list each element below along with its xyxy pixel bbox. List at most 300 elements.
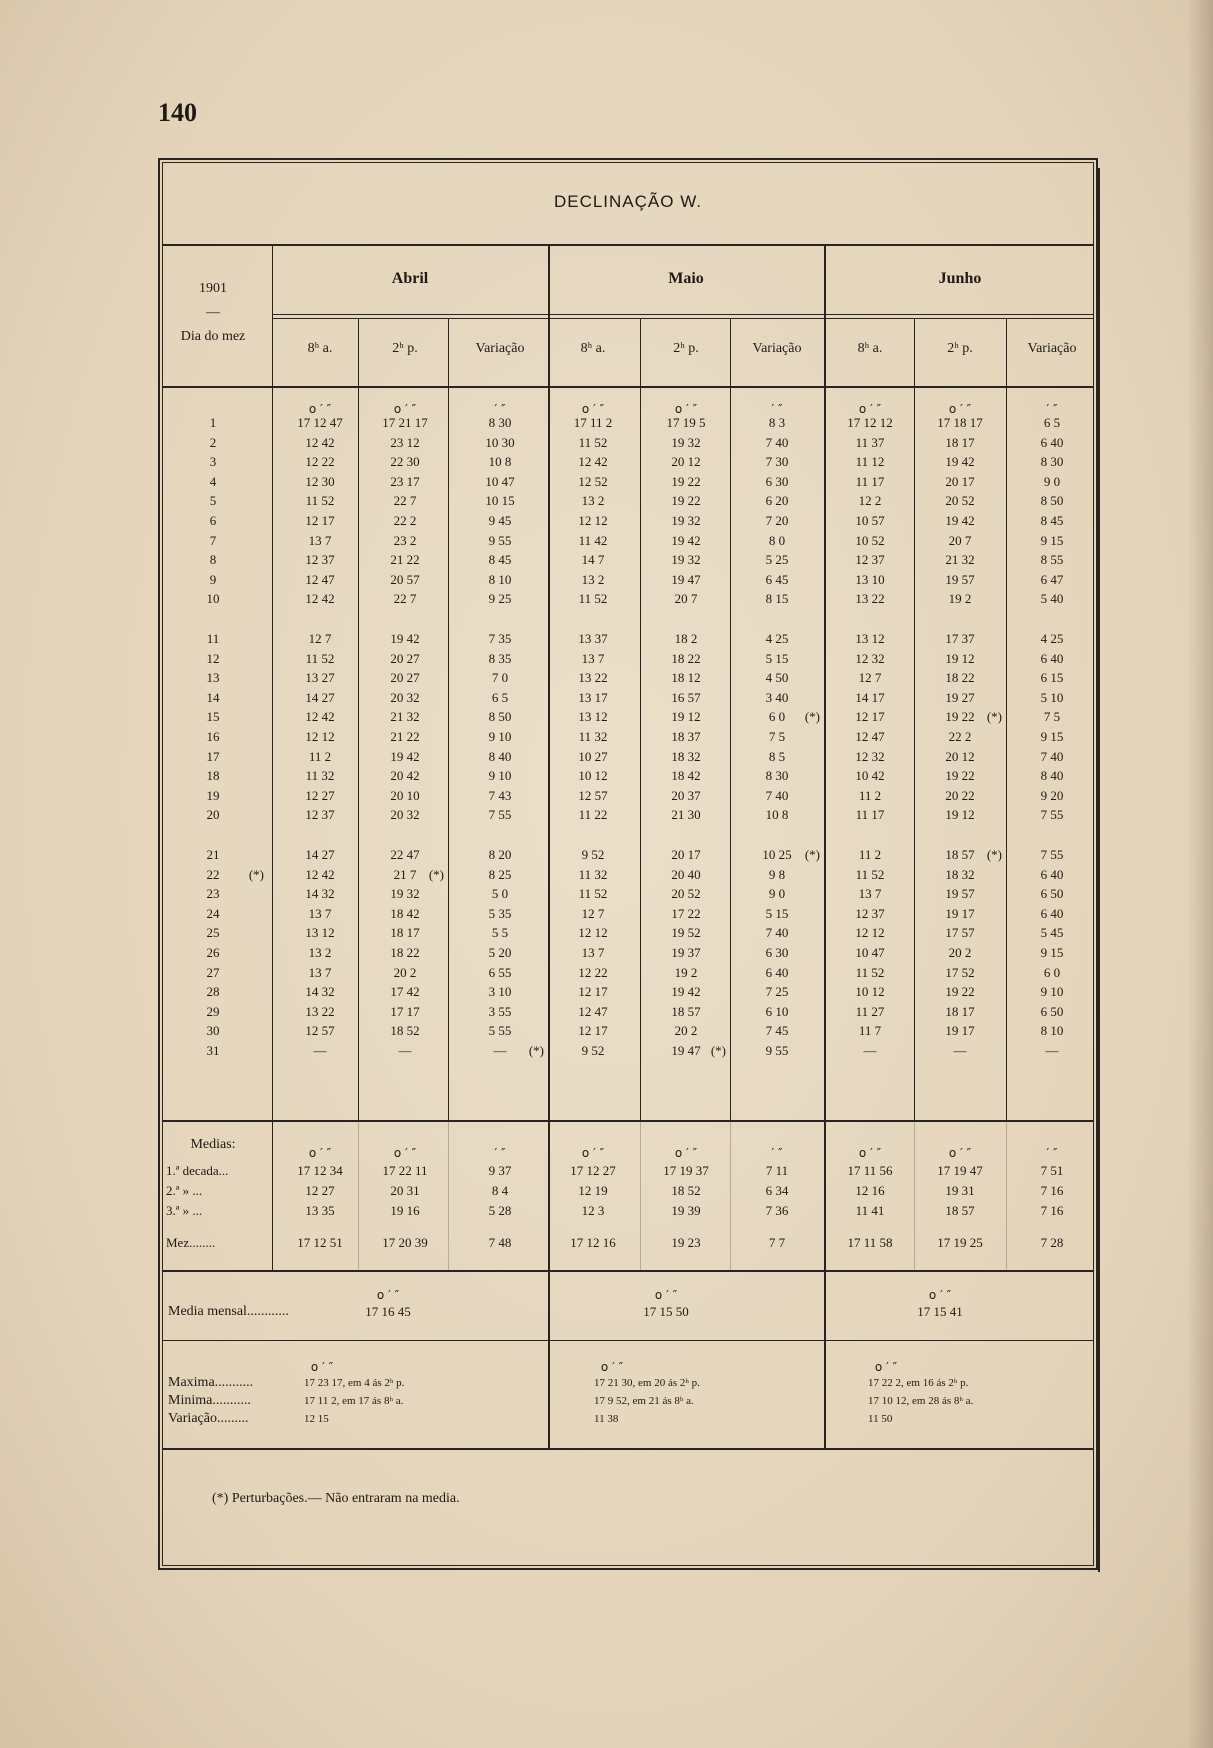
cell-value: 8 20: [488, 847, 512, 862]
cell-value: 21 22: [390, 729, 420, 744]
day-number: 8: [209, 552, 217, 567]
cell-value: 3 40: [765, 690, 789, 705]
cell-value: 7 5: [768, 729, 786, 744]
unit-header-2: ′ ″: [494, 402, 506, 416]
medias-value: 9 37: [488, 1163, 512, 1178]
day-number: 25: [206, 925, 220, 940]
cell-value: 17 12 12: [847, 415, 893, 430]
cell-value: 7 20: [765, 513, 789, 528]
cell-value: 18 2: [674, 631, 698, 646]
cell-value: 7 40: [1040, 749, 1064, 764]
cell-value: 7 25: [765, 984, 789, 999]
cell-value: 10 12: [578, 768, 608, 783]
medias-row-label: 2.ª » ...: [166, 1183, 203, 1198]
cell-value: 19 32: [671, 435, 701, 450]
cell-value: 9 55: [488, 533, 512, 548]
cell-value: 13 17: [578, 690, 608, 705]
medias-value: 19 16: [390, 1203, 420, 1218]
cell-value: 9 15: [1040, 945, 1064, 960]
cell-value: 12 12: [578, 925, 608, 940]
cell-value: 19 57: [945, 572, 975, 587]
medias-unit-3: o ′ ″: [581, 1146, 605, 1160]
cell-value: 12 57: [305, 1023, 335, 1038]
extreme-value: 17 23 17, em 4 ás 2ʰ p.: [304, 1377, 405, 1389]
cell-value: 20 7: [674, 591, 698, 606]
medias-value: 8 4: [491, 1183, 509, 1198]
medias-value: 12 19: [578, 1183, 608, 1198]
day-number: 29: [206, 1004, 220, 1019]
cell-value: 5 20: [488, 945, 512, 960]
cell-value: 14 27: [305, 847, 335, 862]
table-inner-border: [162, 162, 1094, 1566]
cell-value: 22 7: [393, 591, 417, 606]
cell-value: 9 25: [488, 591, 512, 606]
cell-value: 8 45: [488, 552, 512, 567]
cell-value: 19 32: [390, 886, 420, 901]
cell-value: 20 2: [393, 965, 417, 980]
day-number: 3: [209, 454, 217, 469]
page-number: 140: [158, 98, 197, 127]
cell-value: 6 45: [765, 572, 789, 587]
medias-value: 17 12 27: [570, 1163, 616, 1178]
cell-value: 13 7: [858, 886, 882, 901]
cell-value: 8 10: [488, 572, 512, 587]
sub-header-3: 8ʰ a.: [580, 341, 606, 356]
medias-unit-2: ′ ″: [494, 1146, 506, 1160]
medias-value: 7 36: [765, 1203, 789, 1218]
cell-value: 7 55: [1040, 807, 1064, 822]
year-label: 1901: [199, 281, 227, 296]
cell-value: 18 22: [945, 670, 975, 685]
cell-value: 11 52: [305, 651, 335, 666]
cell-value: 11 52: [855, 867, 885, 882]
cell-value: 21 30: [671, 807, 701, 822]
medias-unit-8: ′ ″: [1046, 1146, 1058, 1160]
cell-value: 8 30: [765, 768, 789, 783]
cell-value: 20 27: [390, 651, 420, 666]
cell-value: 8 35: [488, 651, 512, 666]
cell-value: 20 7: [948, 533, 972, 548]
cell-value: 3 10: [488, 984, 512, 999]
medias-row-label: 1.ª decada...: [166, 1163, 229, 1178]
cell-value: 20 10: [390, 788, 420, 803]
table-title: DECLINAÇÃO W.: [553, 192, 703, 211]
cell-value: 12 12: [578, 513, 608, 528]
medias-value: 18 52: [671, 1183, 701, 1198]
medias-value: 17 12 51: [297, 1235, 343, 1250]
sub-header-5: Variação: [752, 341, 802, 356]
cell-value: 10 25: [762, 847, 792, 862]
cell-value: 7 35: [488, 631, 512, 646]
cell-value: 13 2: [308, 945, 332, 960]
medias-value: 12 27: [305, 1183, 335, 1198]
extreme-value: 17 11 2, em 17 ás 8ʰ a.: [304, 1395, 404, 1407]
cell-value: 21 22: [390, 552, 420, 567]
cell-value: 14 32: [305, 886, 335, 901]
cell-value: 6 15: [1040, 670, 1064, 685]
sub-header-6: 8ʰ a.: [857, 341, 883, 356]
cell-value: 19 12: [945, 807, 975, 822]
cell-value: 6 50: [1040, 886, 1064, 901]
unit-header-3: o ′ ″: [581, 402, 605, 416]
month-label-2: Junho: [938, 270, 982, 287]
cell-value: 6 0: [1043, 965, 1061, 980]
footnote: (*) Perturbações.— Não entraram na media.: [212, 1491, 460, 1506]
medias-value: 5 28: [488, 1203, 512, 1218]
cell-value: 19 2: [948, 591, 972, 606]
cell-value: 12 17: [305, 513, 335, 528]
rule-below-medias: [162, 1270, 1094, 1272]
cell-value: 20 12: [945, 749, 975, 764]
cell-value: 8 25: [488, 867, 512, 882]
medias-value: 17 11 58: [847, 1235, 893, 1250]
cell-value: 12 27: [305, 788, 335, 803]
extreme-value: 17 9 52, em 21 ás 8ʰ a.: [594, 1395, 694, 1407]
col-rule-medias-1: [448, 1120, 449, 1270]
cell-value: 17 19 5: [666, 415, 706, 430]
cell-value: 12 42: [305, 591, 335, 606]
cell-value: 12 42: [305, 709, 335, 724]
media-mensal-label: Media mensal............: [168, 1304, 289, 1319]
cell-value: 20 37: [671, 788, 701, 803]
medias-value: 13 35: [305, 1203, 335, 1218]
cell-value: 19 22: [945, 709, 975, 724]
cell-value: 8 50: [1040, 493, 1064, 508]
medias-unit-7: o ′ ″: [948, 1146, 972, 1160]
cell-value: 11 42: [578, 533, 608, 548]
cell-value: 12 47: [305, 572, 335, 587]
cell-value: 11 17: [855, 474, 885, 489]
medias-value: 7 28: [1040, 1235, 1064, 1250]
day-number: 27: [206, 965, 220, 980]
cell-value: —: [863, 1043, 877, 1058]
cell-value: 20 52: [671, 886, 701, 901]
cell-value: 6 47: [1040, 572, 1064, 587]
cell-value: 6 30: [765, 945, 789, 960]
medias-value: 7 7: [768, 1235, 786, 1250]
cell-value: 11 37: [855, 435, 885, 450]
day-number: 28: [206, 984, 220, 999]
cell-value: 10 52: [855, 533, 885, 548]
cell-value: 20 12: [671, 454, 701, 469]
unit-header-0: o ′ ″: [308, 402, 332, 416]
cell-value: 9 8: [768, 867, 786, 882]
cell-value: 23 2: [393, 533, 417, 548]
cell-value: 6 5: [1043, 415, 1061, 430]
media-mensal-value-0: 17 16 45: [365, 1304, 411, 1319]
rule-below-months-double: [272, 318, 1094, 319]
cell-value: 5 10: [1040, 690, 1064, 705]
day-number: 17: [206, 749, 220, 764]
cell-value: 5 0: [491, 886, 509, 901]
cell-value: 5 15: [765, 651, 789, 666]
medias-unit-6: o ′ ″: [858, 1146, 882, 1160]
cell-value: 13 7: [308, 533, 332, 548]
cell-value: 17 11 2: [573, 415, 613, 430]
medias-value: 7 16: [1040, 1183, 1064, 1198]
cell-value: 12 32: [855, 749, 885, 764]
day-number: 24: [206, 906, 220, 921]
cell-value: 13 12: [578, 709, 608, 724]
cell-value: 19 42: [390, 631, 420, 646]
cell-value: 5 15: [765, 906, 789, 921]
perturbation-mark: (*): [804, 847, 820, 862]
sub-header-0: 8ʰ a.: [307, 341, 333, 356]
col-rule-medias-2: [640, 1120, 641, 1270]
cell-value: 19 22: [945, 768, 975, 783]
cell-value: 4 25: [1040, 631, 1064, 646]
cell-value: 18 32: [945, 867, 975, 882]
col-rule-medias-3: [730, 1120, 731, 1270]
medias-value: 17 12 34: [297, 1163, 343, 1178]
cell-value: 12 17: [578, 1023, 608, 1038]
cell-value: 7 5: [1043, 709, 1061, 724]
medias-value: 17 20 39: [382, 1235, 428, 1250]
cell-value: 20 27: [390, 670, 420, 685]
cell-value: 12 30: [305, 474, 335, 489]
perturbation-mark: (*): [986, 709, 1002, 724]
cell-value: 12 42: [305, 435, 335, 450]
cell-value: 12 22: [305, 454, 335, 469]
cell-value: 11 32: [305, 768, 335, 783]
page-edge-shadow: [1187, 0, 1213, 1748]
cell-value: 12 12: [305, 729, 335, 744]
cell-value: 22 7: [393, 493, 417, 508]
medias-value: 17 22 11: [382, 1163, 428, 1178]
cell-value: 11 2: [858, 788, 882, 803]
extreme-label: Variação.........: [168, 1411, 249, 1426]
cell-value: 18 52: [390, 1023, 420, 1038]
cell-value: 8 15: [765, 591, 789, 606]
cell-value: 12 47: [855, 729, 885, 744]
day-number: 19: [206, 788, 220, 803]
cell-value: 13 7: [308, 965, 332, 980]
cell-value: 20 32: [390, 807, 420, 822]
cell-value: 22 2: [948, 729, 972, 744]
medias-value: 17 19 25: [937, 1235, 983, 1250]
col-rule-sub-4: [914, 318, 915, 1120]
day-number: 14: [206, 690, 220, 705]
cell-value: 6 40: [1040, 435, 1064, 450]
col-rule-month-1: [824, 244, 826, 1448]
col-rule-sub-2: [640, 318, 641, 1120]
cell-value: —: [493, 1043, 507, 1058]
col-rule-month-0: [548, 244, 550, 1448]
medias-value: 7 16: [1040, 1203, 1064, 1218]
cell-value: 19 22: [671, 493, 701, 508]
cell-value: 19 47: [671, 572, 701, 587]
cell-value: 9 15: [1040, 729, 1064, 744]
col-rule-sub-5: [1006, 318, 1007, 1120]
cell-value: 12 52: [578, 474, 608, 489]
cell-value: 13 37: [578, 631, 608, 646]
cell-value: 11 17: [855, 807, 885, 822]
cell-value: 11 7: [858, 1023, 882, 1038]
cell-value: 4 25: [765, 631, 789, 646]
cell-value: 7 45: [765, 1023, 789, 1038]
cell-value: 9 45: [488, 513, 512, 528]
cell-value: 12 57: [578, 788, 608, 803]
cell-value: 8 50: [488, 709, 512, 724]
cell-value: 11 22: [578, 807, 608, 822]
extremes-unit-1: o ′ ″: [600, 1360, 624, 1374]
cell-value: 10 42: [855, 768, 885, 783]
cell-value: —: [398, 1043, 412, 1058]
cell-value: 17 18 17: [937, 415, 983, 430]
col-rule-sub-3: [730, 318, 731, 1120]
cell-value: 19 42: [671, 533, 701, 548]
cell-value: 19 22: [671, 474, 701, 489]
cell-value: 7 55: [488, 807, 512, 822]
cell-value: 13 27: [305, 670, 335, 685]
unit-header-7: o ′ ″: [948, 402, 972, 416]
cell-value: 19 42: [671, 984, 701, 999]
cell-value: 18 42: [671, 768, 701, 783]
day-number: 16: [206, 729, 220, 744]
cell-value: 17 12 47: [297, 415, 343, 430]
cell-value: 6 40: [765, 965, 789, 980]
cell-value: 12 37: [855, 906, 885, 921]
cell-value: 13 22: [305, 1004, 335, 1019]
cell-value: 13 2: [581, 493, 605, 508]
extreme-value: 17 10 12, em 28 ás 8ʰ a.: [868, 1395, 974, 1407]
cell-value: 5 35: [488, 906, 512, 921]
perturbation-mark: (*): [528, 1043, 544, 1058]
cell-value: 20 2: [674, 1023, 698, 1038]
cell-value: 18 17: [945, 435, 975, 450]
cell-value: 17 52: [945, 965, 975, 980]
cell-value: 23 17: [390, 474, 420, 489]
day-number: 22: [206, 867, 220, 882]
cell-value: 11 32: [578, 867, 608, 882]
extreme-value: 17 22 2, em 16 ás 2ʰ p.: [868, 1377, 969, 1389]
unit-header-5: ′ ″: [771, 402, 783, 416]
cell-value: 17 21 17: [382, 415, 428, 430]
cell-value: 12 37: [305, 807, 335, 822]
cell-value: 13 7: [581, 651, 605, 666]
cell-value: 17 17: [390, 1004, 420, 1019]
cell-value: 6 55: [488, 965, 512, 980]
cell-value: 5 55: [488, 1023, 512, 1038]
medias-value: 18 57: [945, 1203, 975, 1218]
day-number: 23: [206, 886, 220, 901]
extreme-value: 17 21 30, em 20 ás 2ʰ p.: [594, 1377, 700, 1389]
cell-value: 17 37: [945, 631, 975, 646]
cell-value: 14 27: [305, 690, 335, 705]
cell-value: 16 57: [671, 690, 701, 705]
cell-value: 21 7: [393, 867, 417, 882]
cell-value: 20 42: [390, 768, 420, 783]
rule-below-header: [162, 386, 1094, 388]
cell-value: 7 0: [491, 670, 509, 685]
cell-value: 9 10: [488, 768, 512, 783]
rule-below-extremes: [162, 1448, 1094, 1450]
extreme-label: Minima...........: [168, 1393, 251, 1408]
cell-value: 12 47: [578, 1004, 608, 1019]
cell-value: 13 10: [855, 572, 885, 587]
cell-value: 6 5: [491, 690, 509, 705]
cell-value: 14 7: [581, 552, 605, 567]
day-number: 13: [206, 670, 220, 685]
cell-value: 9 15: [1040, 533, 1064, 548]
cell-value: 9 10: [1040, 984, 1064, 999]
rule-below-mensal: [162, 1340, 1094, 1341]
cell-value: 5 5: [491, 925, 509, 940]
medias-value: 19 39: [671, 1203, 701, 1218]
cell-value: 11 52: [578, 591, 608, 606]
cell-value: 19 42: [945, 513, 975, 528]
cell-value: 20 17: [945, 474, 975, 489]
extremes-unit-2: o ′ ″: [874, 1360, 898, 1374]
perturbation-mark: (*): [710, 1043, 726, 1058]
cell-value: 11 12: [855, 454, 885, 469]
cell-value: 6 30: [765, 474, 789, 489]
cell-value: 12 7: [308, 631, 332, 646]
cell-value: 19 42: [390, 749, 420, 764]
day-number: 10: [206, 591, 220, 606]
unit-header-8: ′ ″: [1046, 402, 1058, 416]
day-number: 5: [209, 493, 217, 508]
cell-value: 12 7: [581, 906, 605, 921]
day-number: 1: [209, 415, 217, 430]
cell-value: 19 37: [671, 945, 701, 960]
medias-row-label: Mez........: [166, 1235, 216, 1250]
extremes-unit-0: o ′ ″: [310, 1360, 334, 1374]
medias-unit-4: o ′ ″: [674, 1146, 698, 1160]
month-label-0: Abril: [391, 270, 429, 287]
unit-header-6: o ′ ″: [858, 402, 882, 416]
cell-value: 13 7: [308, 906, 332, 921]
cell-value: 10 57: [855, 513, 885, 528]
cell-value: 10 47: [485, 474, 515, 489]
cell-value: 17 42: [390, 984, 420, 999]
day-number: 15: [206, 709, 220, 724]
cell-value: 10 47: [855, 945, 885, 960]
cell-value: 6 40: [1040, 651, 1064, 666]
cell-value: 19 17: [945, 1023, 975, 1038]
medias-value: 12 3: [581, 1203, 605, 1218]
extreme-value: 11 50: [868, 1413, 893, 1425]
cell-value: 18 42: [390, 906, 420, 921]
cell-value: 19 12: [945, 651, 975, 666]
cell-value: 11 2: [858, 847, 882, 862]
cell-value: 9 0: [1043, 474, 1061, 489]
cell-value: 13 7: [581, 945, 605, 960]
cell-value: 12 12: [855, 925, 885, 940]
media-mensal-unit-0: o ′ ″: [376, 1288, 400, 1302]
cell-value: 7 40: [765, 788, 789, 803]
cell-value: 9 0: [768, 886, 786, 901]
cell-value: 18 37: [671, 729, 701, 744]
cell-value: 7 43: [488, 788, 512, 803]
cell-value: 6 20: [765, 493, 789, 508]
media-mensal-unit-2: o ′ ″: [928, 1288, 952, 1302]
cell-value: 8 5: [768, 749, 786, 764]
medias-unit-5: ′ ″: [771, 1146, 783, 1160]
day-number: 26: [206, 945, 220, 960]
day-number: 4: [209, 474, 217, 489]
sub-header-2: Variação: [475, 341, 525, 356]
cell-value: 8 10: [1040, 1023, 1064, 1038]
year-dash: —: [206, 305, 220, 320]
extreme-label: Maxima...........: [168, 1375, 254, 1390]
cell-value: 20 17: [671, 847, 701, 862]
cell-value: 5 45: [1040, 925, 1064, 940]
cell-value: 20 32: [390, 690, 420, 705]
day-number: 21: [206, 847, 220, 862]
cell-value: 10 12: [855, 984, 885, 999]
cell-value: 11 52: [578, 886, 608, 901]
